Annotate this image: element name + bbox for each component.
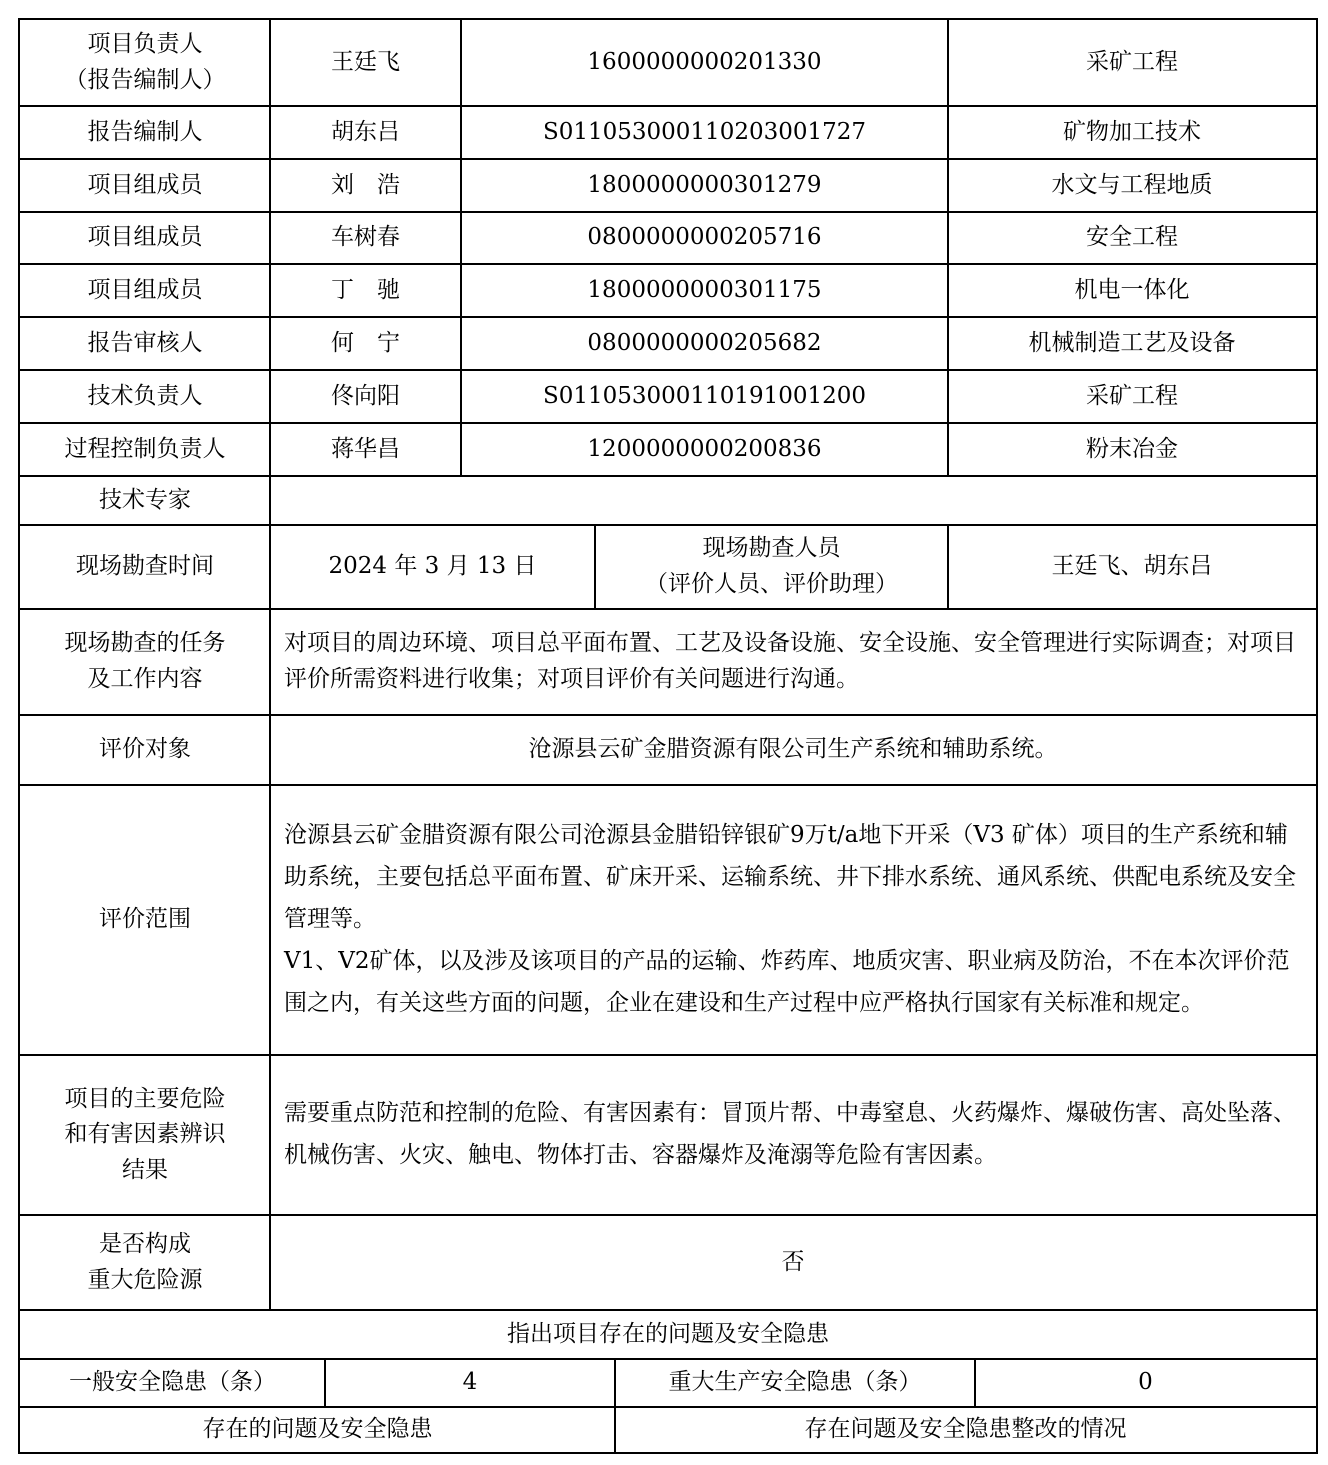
major-hazard-label: 是否构成 重大危险源	[87, 1230, 203, 1293]
staff-role: 技术负责人	[87, 382, 203, 409]
staff-role: 项目组成员	[87, 276, 203, 303]
staff-role: 报告审核人	[87, 329, 203, 356]
staff-name: 佟向阳	[331, 382, 400, 409]
staff-specialty: 机械制造工艺及设备	[1028, 329, 1236, 356]
staff-cert-id: 0800000000205716	[587, 224, 822, 251]
staff-specialty: 水文与工程地质	[1051, 171, 1213, 198]
staff-role: 项目组成员	[87, 171, 203, 198]
table-rule	[20, 211, 1316, 213]
staff-name: 王廷飞	[331, 49, 400, 76]
eval-object-label: 评价对象	[99, 736, 191, 763]
survey-task-label: 现场勘查的任务 及工作内容	[64, 630, 226, 692]
staff-role: 项目组成员	[87, 224, 203, 251]
staff-name: 刘 浩	[331, 171, 400, 198]
staff-role: 报告编制人	[87, 118, 203, 145]
table-rule	[269, 20, 271, 1310]
staff-name: 车树春	[331, 224, 400, 251]
staff-specialty: 采矿工程	[1086, 49, 1178, 76]
table-rule	[20, 524, 1316, 526]
staff-specialty: 粉末冶金	[1086, 435, 1178, 462]
staff-name: 何 宁	[331, 329, 400, 356]
table-rule	[460, 20, 462, 476]
major-hazard-count: 0	[1138, 1369, 1153, 1396]
staff-specialty: 机电一体化	[1074, 276, 1190, 303]
table-rule	[20, 475, 1316, 477]
table-rule	[20, 1214, 1316, 1216]
table-rule	[20, 1054, 1316, 1056]
staff-specialty: 安全工程	[1086, 224, 1178, 251]
issues-col-left: 存在的问题及安全隐患	[202, 1415, 433, 1442]
issues-title: 指出项目存在的问题及安全隐患	[507, 1320, 829, 1347]
survey-staff-value: 王廷飞、胡东吕	[1051, 553, 1213, 580]
table-rule	[20, 714, 1316, 716]
table-rule	[20, 263, 1316, 265]
staff-cert-id: 1800000000301279	[587, 171, 822, 198]
table-rule	[20, 105, 1316, 107]
tech-expert-value	[270, 476, 1316, 525]
general-hazard-label: 一般安全隐患（条）	[69, 1369, 276, 1396]
staff-cert-id: S011053000110203001727	[542, 118, 867, 145]
table-rule	[594, 525, 596, 609]
table-rule	[20, 1309, 1316, 1311]
table-rule	[20, 1406, 1316, 1408]
staff-specialty: 采矿工程	[1086, 382, 1178, 409]
eval-scope-label: 评价范围	[99, 906, 191, 933]
staff-cert-id: 1600000000201330	[587, 49, 822, 76]
hazards-value: 需要重点防范和控制的危险、有害因素有：冒顶片帮、中毒窒息、火药爆炸、爆破伤害、高处坠落、机械伤害、火灾、触电、物体打击、容器爆炸及淹溺等危险有害因素。	[284, 1100, 1296, 1168]
table-rule	[947, 525, 949, 609]
table-rule	[20, 422, 1316, 424]
general-hazard-count: 4	[462, 1369, 478, 1396]
table-rule	[324, 1359, 326, 1407]
eval-scope-para2: V1、V2矿体，以及涉及该项目的产品的运输、炸药库、地质灾害、职业病及防治，不在本次评价范围之内，有关这些方面的问题，企业在建设和生产过程中应严格执行国家有关标准和规定。	[284, 947, 1290, 1016]
table-rule	[20, 608, 1316, 610]
table-rule	[20, 784, 1316, 786]
table-rule	[20, 316, 1316, 318]
eval-scope-value	[270, 785, 1316, 1055]
staff-cert-id: 0800000000205682	[587, 329, 822, 356]
staff-name: 蒋华昌	[331, 435, 400, 462]
hazards-label: 项目的主要危险 和有害因素辨识 结果	[64, 1085, 226, 1183]
table-rule	[20, 1358, 1316, 1360]
table-rule	[974, 1359, 976, 1407]
major-hazard-count-label: 重大生产安全隐患（条）	[668, 1369, 922, 1396]
table-rule	[20, 369, 1316, 371]
staff-cert-id: 1200000000200836	[587, 435, 822, 462]
staff-role: 项目负责人 （报告编制人）	[64, 31, 226, 93]
survey-time-label: 现场勘查时间	[76, 553, 214, 580]
staff-name: 胡东吕	[331, 118, 400, 145]
eval-object-value: 沧源县云矿金腊资源有限公司生产系统和辅助系统。	[528, 736, 1058, 763]
evaluation-table	[18, 18, 1318, 1454]
staff-cert-id: 1800000000301175	[587, 276, 822, 303]
survey-staff-label: 现场勘查人员 （评价人员、评价助理）	[645, 535, 898, 597]
table-rule	[614, 1359, 616, 1452]
staff-specialty: 矿物加工技术	[1063, 118, 1201, 145]
major-hazard-value: 否	[781, 1248, 805, 1275]
staff-role: 过程控制负责人	[64, 435, 226, 462]
eval-scope-para1: 沧源县云矿金腊资源有限公司沧源县金腊铅锌银矿9万t/a地下开采（V3 矿体）项目的生产系统和辅助系统，主要包括总平面布置、矿床开采、运输系统、井下排水系统、通风系统、供配电系统及安全管理等。	[284, 822, 1296, 933]
survey-task-value: 对项目的周边环境、项目总平面布置、工艺及设备设施、安全设施、安全管理进行实际调查；对项目评价所需资料进行收集；对项目评价有关问题进行沟通。	[284, 630, 1296, 692]
table-rule	[20, 158, 1316, 160]
tech-expert-label: 技术专家	[99, 486, 191, 513]
table-rule	[947, 20, 949, 476]
issues-col-right: 存在问题及安全隐患整改的情况	[804, 1415, 1127, 1442]
survey-time-value: 2024 年 3 月 13 日	[328, 553, 537, 580]
staff-cert-id: S011053000110191001200	[542, 382, 867, 409]
staff-name: 丁 驰	[331, 276, 400, 303]
